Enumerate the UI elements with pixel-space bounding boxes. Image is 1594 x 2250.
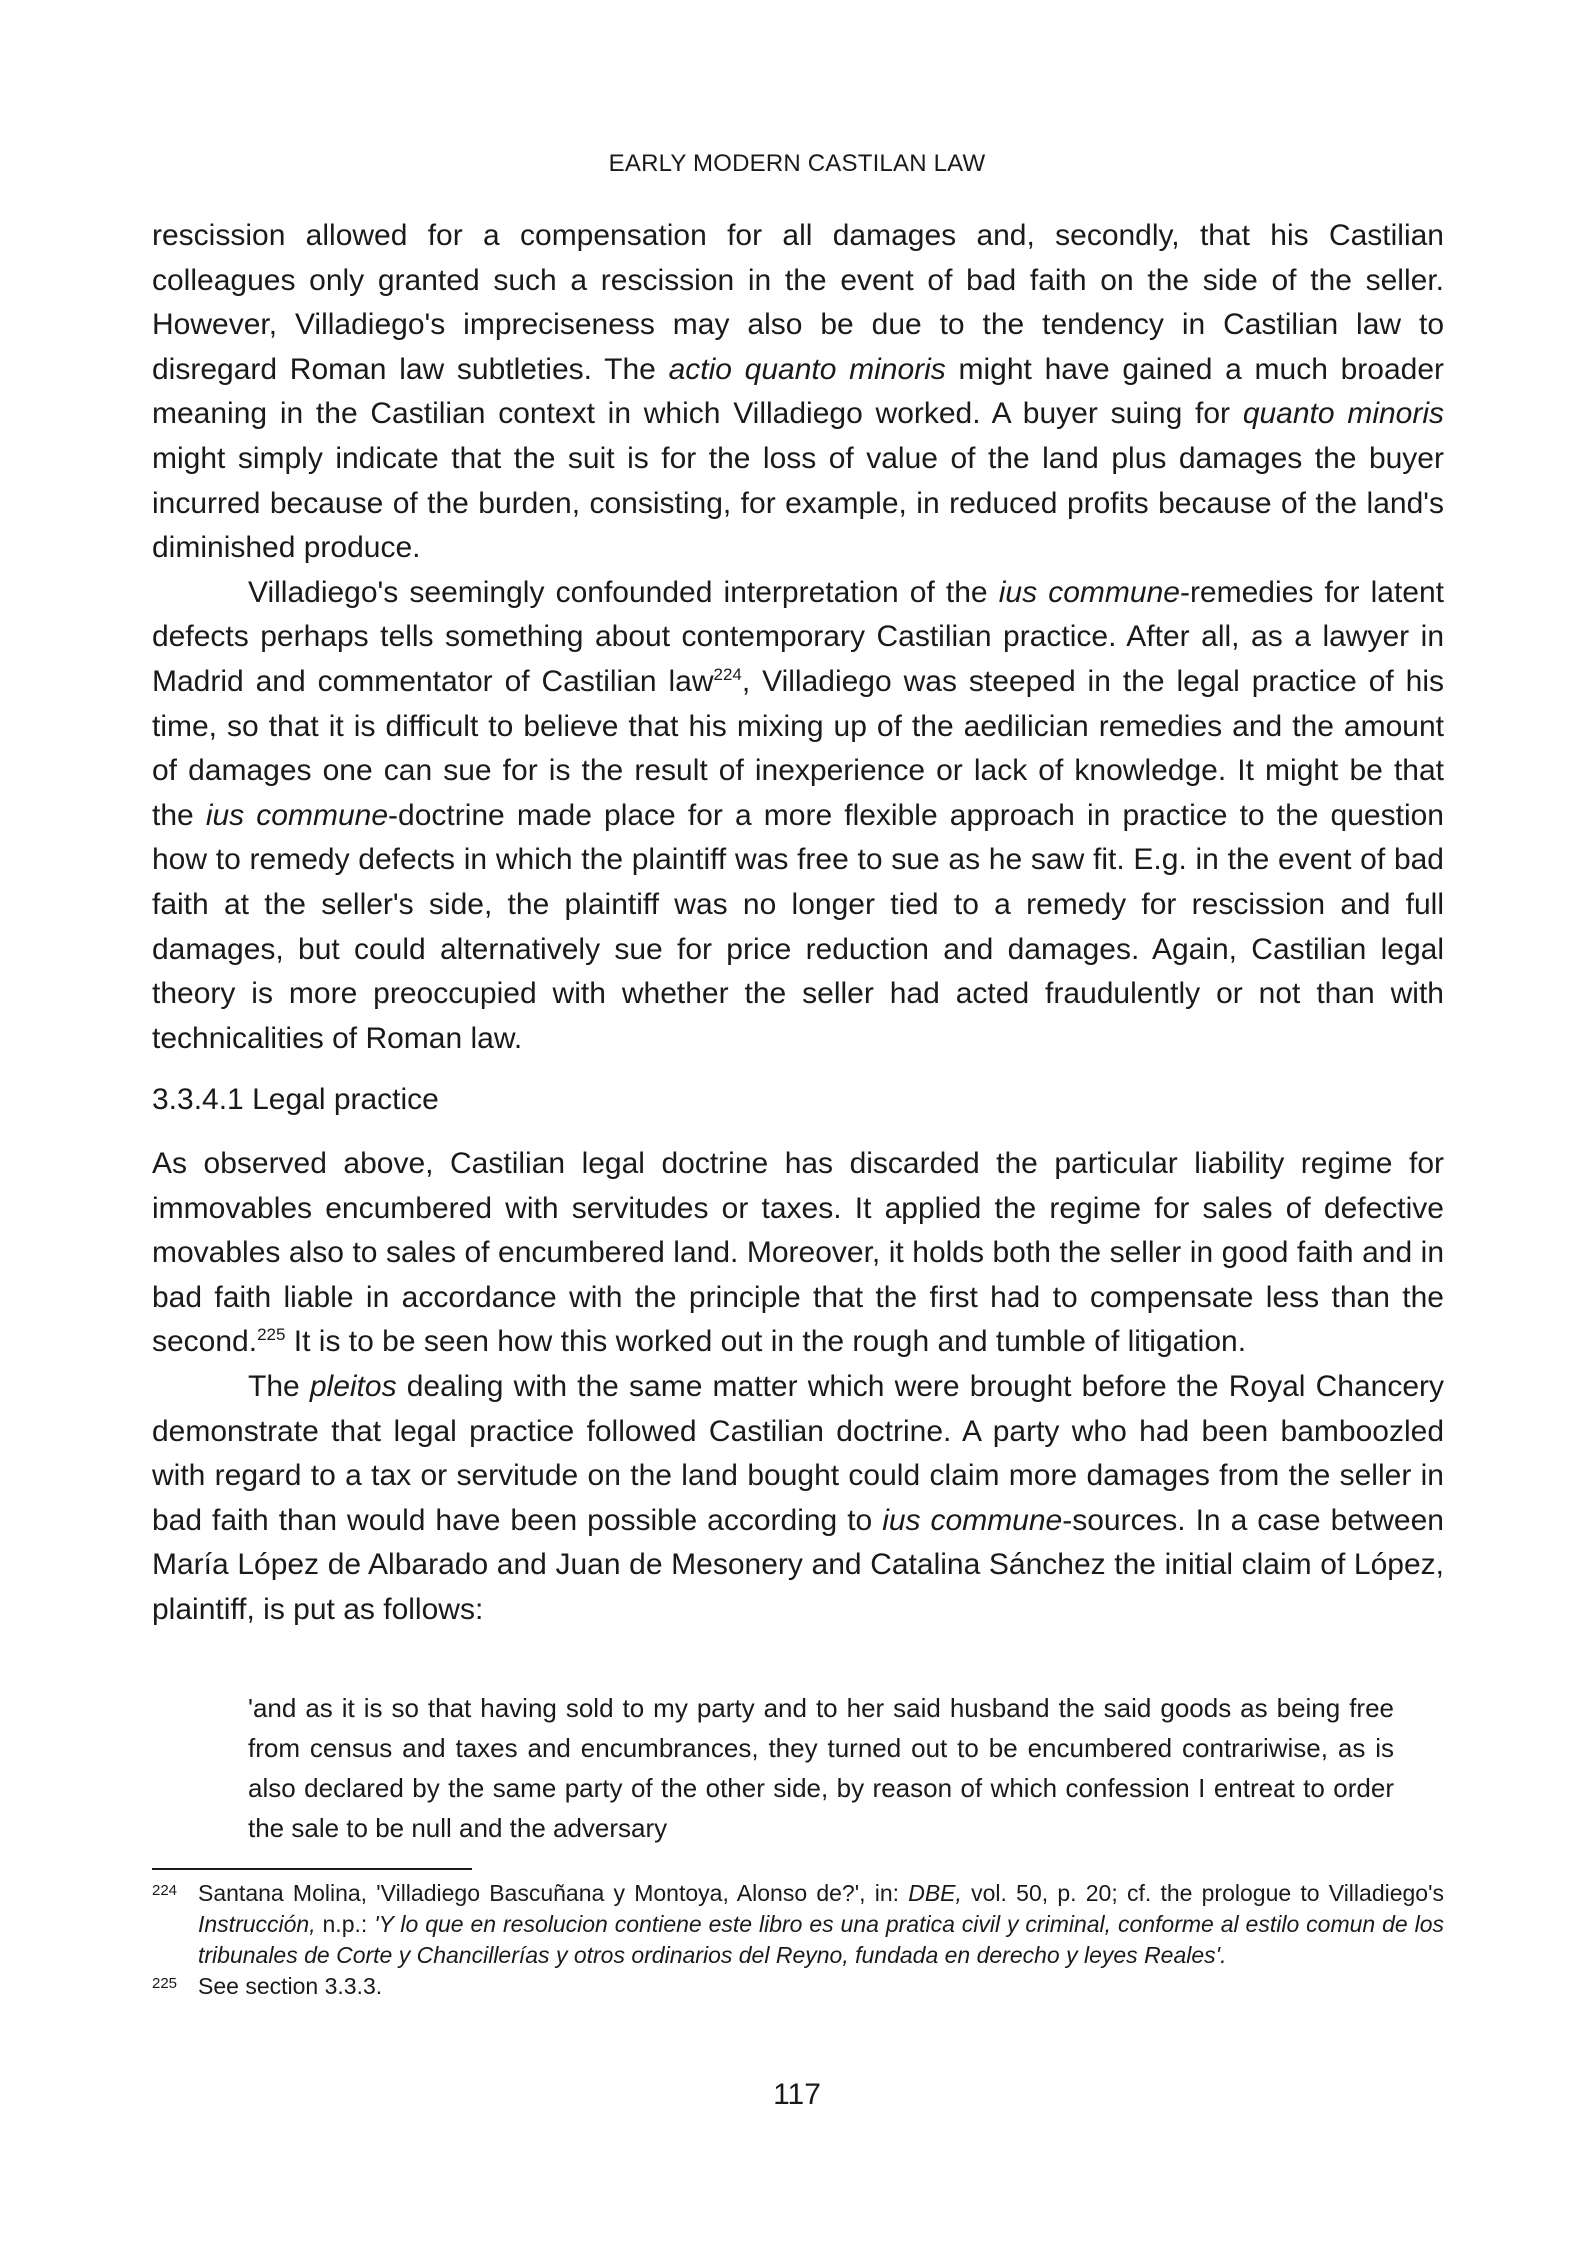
paragraph: Villadiego's seemingly confounded interpretation of the ius commune-remedies for latent defects perhaps tells something about contemporary Castilian practice. After all, as a lawyer in Madrid and commentator of Castilian law$^{224}$, Villadiego was steeped in the legal practice of his time, so that it is difficult to believe that his mixing up of the aedilician remedies and the amount of damages one can sue for is the result of inexperience or lack of knowledge. It might be that the ius commune-doctrine made place for a more flexible approach in practice to the question how to remedy defects in which the plaintiff was free to sue as he saw fit. E.g. in the event of bad faith at the seller's side, the plaintiff was no longer tied to a remedy for rescission and full damages, but could alternatively sue for price reduction and damages. Again, Castilian legal theory is more preoccupied with whether the seller had acted fraudulently or not than with technicalities of Roman law.: [152, 575, 1444, 1055]
body-text-top: [152, 214, 1444, 1061]
footnote-divider: [152, 1868, 472, 1870]
footnote-ref-224[interactable]: 224: [713, 664, 742, 684]
section-heading: 3.3.4.1 Legal practice: [152, 1083, 439, 1116]
block-quote: 'and as it is so that having sold to my party and to her said husband the said goods as being free from census and taxes and encumbrances, they turned out to be encumbered contrariwise, as is also declared by the same party of the other side, by reason of which confession I entreat to order the sale to be null and the adversary: [248, 1693, 1394, 1843]
paragraph: The pleitos dealing with the same matter which were brought before the Royal Chancery demonstrate that legal practice followed Castilian doctrine. A party who had been bamboozled with regard to a tax or servitude on the land bought could claim more damages from the seller in bad faith than would have been possible according to ius commune-sources. In a case between María López de Albarado and Juan de Mesonery and Catalina Sánchez the initial claim of López, plaintiff, is put as follows:: [152, 1369, 1444, 1626]
paragraph: As observed above, Castilian legal doctrine has discarded the particular liability regime for immovables encumbered with servitudes or taxes. It applied the regime for sales of defective movables also to sales of encumbered land. Moreover, it holds both the seller in good faith and in bad faith liable in accordance with the principle that the first had to compensate less than the second.$^{225}$ It is to be seen how this worked out in the rough and tumble of litigation.: [152, 1147, 1444, 1359]
footnote-224: 224 Santana Molina, 'Villadiego Bascuñana y Montoya, Alonso de?', in: DBE, vol. 50, p. 20; cf. the prologue to Villadiego's Instrucción, n.p.: 'Y lo que en resolucion contiene este libro es una pratica civil y criminal, conforme al estilo comun de los tribunales de Corte y Chancillerías y otros ordinarios del Reyno, fundada en derecho y leyes Reales'.: [152, 1878, 1444, 1971]
footnote-number: 225: [152, 1975, 178, 1992]
running-header: EARLY MODERN CASTILAN LAW: [608, 150, 986, 177]
paragraph: rescission allowed for a compensation for all damages and, secondly, that his Castilian colleagues only granted such a rescission in the event of bad faith on the side of the seller. However, Villadiego's impreciseness may also be due to the tendency in Castilian law to disregard Roman law subtleties. The actio quanto minoris might have gained a much broader meaning in the Castilian context in which Villadiego worked. A buyer suing for quanto minoris might simply indicate that the suit is for the loss of value of the land plus damages the buyer incurred because of the burden, consisting, for example, in reduced profits because of the land's diminished produce.: [152, 219, 1445, 565]
footnote-ref-225[interactable]: 225: [257, 1325, 286, 1345]
page-number: 117: [773, 2078, 821, 2111]
body-text-bottom: [152, 1142, 1444, 1633]
footnote-number: 224: [152, 1882, 178, 1899]
footnotes: [152, 1878, 1444, 2002]
footnote-225: 225 See section 3.3.3.: [152, 1971, 1444, 2002]
